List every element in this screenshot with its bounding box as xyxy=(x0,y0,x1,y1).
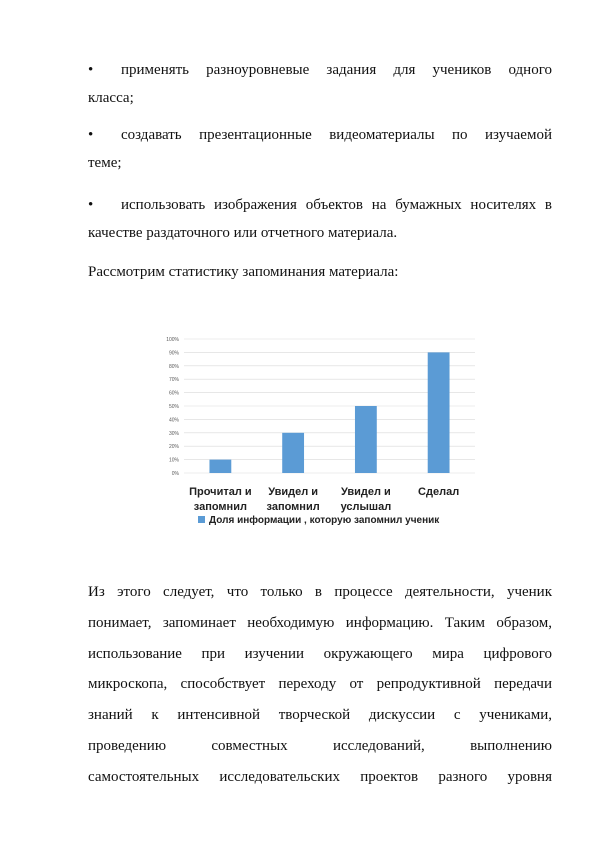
y-tick-label: 60% xyxy=(168,390,179,397)
y-tick-label: 0% xyxy=(171,471,179,477)
x-category-label: услышал xyxy=(340,501,392,513)
bar xyxy=(282,433,304,473)
x-category-label: Увидел и xyxy=(340,486,391,498)
bullet-item-1 xyxy=(88,56,552,112)
y-tick-label: 70% xyxy=(168,377,179,384)
bar xyxy=(355,406,377,473)
bullet-text-line1: применять разноуровневые задания для учеников одного xyxy=(121,62,552,78)
y-tick-label: 10% xyxy=(168,457,179,464)
bullet-text-line1: создавать презентационные видеоматериалы по изучаемой xyxy=(121,127,552,143)
bullet-text-line2: теме; xyxy=(88,155,122,171)
bullet-item-2 xyxy=(88,121,552,177)
bullet-text-line2: класса; xyxy=(88,90,134,106)
bullet-marker: • xyxy=(88,197,94,213)
y-tick-label: 50% xyxy=(168,404,179,410)
memorization-bar-chart xyxy=(150,325,490,540)
x-category-label: Увидел и xyxy=(268,486,319,498)
intro-paragraph: Рассмотрим статистику запоминания материала: xyxy=(88,264,399,280)
bar xyxy=(428,352,450,473)
conclusion-line: понимает, запоминает необходимую информацию. Таким образом, xyxy=(88,614,552,631)
y-tick-label: 30% xyxy=(168,430,179,437)
bullet-marker: • xyxy=(88,62,94,78)
y-tick-label: 40% xyxy=(168,417,179,424)
x-category-label: запомнил xyxy=(266,501,320,513)
bullet-text-line1: использовать изображения объектов на бумажных носителях в xyxy=(121,197,552,213)
conclusion-line: самостоятельных исследовательских проектов разного уровня xyxy=(88,768,552,785)
bullet-item-3 xyxy=(88,191,552,247)
conclusion-paragraph xyxy=(88,577,552,793)
conclusion-line: знаний к интенсивной творческой дискуссии с учениками, xyxy=(88,707,552,724)
legend-label: Доля информации , которую запомнил ученик xyxy=(209,515,440,526)
x-category-label: запомнил xyxy=(193,501,247,513)
x-category-label: Сделал xyxy=(418,486,460,498)
bar xyxy=(209,460,231,473)
x-category-label: Прочитал и xyxy=(189,486,252,498)
bullet-marker: • xyxy=(88,127,94,143)
conclusion-line: микроскопа, способствует переходу от репродуктивной передачи xyxy=(88,676,552,693)
conclusion-line: Из этого следует, что только в процессе деятельности, ученик xyxy=(88,584,552,600)
y-tick-label: 90% xyxy=(168,350,179,357)
legend-swatch xyxy=(198,516,205,523)
conclusion-line: использование при изучении окружающего мира цифрового xyxy=(88,645,552,662)
bullet-text-line2: качестве раздаточного или отчетного материала. xyxy=(88,225,398,241)
y-tick-label: 100% xyxy=(166,337,179,343)
y-tick-label: 20% xyxy=(168,444,179,451)
conclusion-line: проведению совместных исследований, выполнению xyxy=(88,737,552,754)
y-tick-label: 80% xyxy=(168,363,179,370)
